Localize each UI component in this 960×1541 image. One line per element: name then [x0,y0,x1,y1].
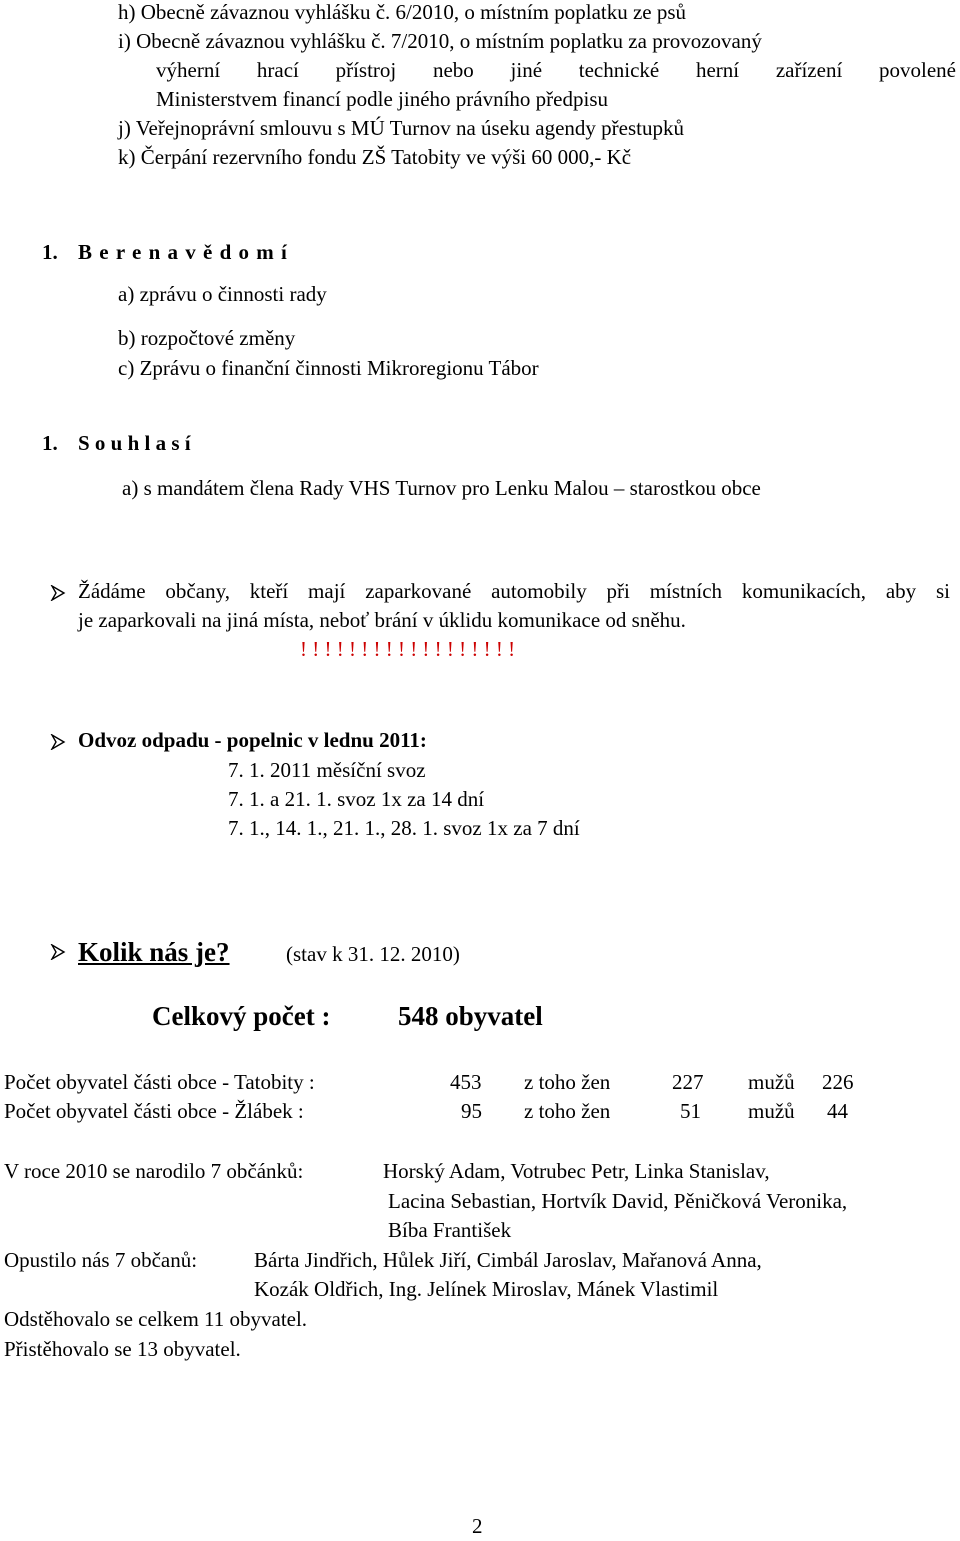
moved-out-text: Odstěhovalo se celkem 11 obyvatel. [4,1307,308,1331]
bere-item-b: b) rozpočtové změny [118,326,296,350]
arrowhead-bullet-icon [50,585,76,601]
population-row-women-label: z toho žen [524,1099,611,1123]
bere-item-c: c) Zprávu o finanční činnosti Mikroregionu Tábor [118,356,539,380]
population-row-women: 227 [672,1070,704,1094]
population-row-count: 453 [450,1070,482,1094]
died-names-line: Kozák Oldřich, Ing. Jelínek Miroslav, Mánek Vlastimil [254,1277,719,1301]
page-number: 2 [472,1514,483,1538]
born-names-line: Horský Adam, Votrubec Petr, Linka Stanislav, [383,1159,770,1183]
parking-notice-line1: Žádáme občany, kteří mají zaparkované automobily při místních komunikacích, aby si [78,579,950,603]
born-names-line: Lacina Sebastian, Hortvík David, Pěničková Veronika, [388,1189,848,1213]
item-i-line1: i) Obecně závaznou vyhlášku č. 7/2010, o místním poplatku za provozovaný [118,29,762,53]
item-k: k) Čerpání rezervního fondu ZŠ Tatobity ve výši 60 000,- Kč [118,145,632,169]
population-row-women-label: z toho žen [524,1070,611,1094]
total-value: 548 obyvatel [398,1001,543,1031]
waste-heading: Odvoz odpadu - popelnic v lednu 2011: [78,728,427,752]
total-label: Celkový počet : [152,1001,331,1031]
souhlasi-item-a: a) s mandátem člena Rady VHS Turnov pro Lenku Malou – starostkou obce [122,476,761,500]
population-row-count: 95 [461,1099,482,1123]
section-heading-bere-na-vedomi: B e r e n a v ě d o m í [78,240,287,264]
population-row-label: Počet obyvatel části obce - Žlábek : [4,1099,304,1123]
waste-line: 7. 1. a 21. 1. svoz 1x za 14 dní [228,787,485,811]
born-label: V roce 2010 se narodilo 7 občánků: [4,1159,304,1183]
waste-line: 7. 1. 2011 měsíční svoz [228,758,426,782]
born-names-line: Bíba František [388,1218,512,1242]
population-row-women: 51 [680,1099,701,1123]
population-row-men: 44 [827,1099,848,1123]
population-row-label: Počet obyvatel části obce - Tatobity : [4,1070,315,1094]
item-i-line2: výherní hrací přístroj nebo jiné technické herní zařízení povolené [156,58,956,82]
item-h: h) Obecně závaznou vyhlášku č. 6/2010, o místním poplatku ze psů [118,0,687,24]
bere-item-a: a) zprávu o činnosti rady [118,282,327,306]
parking-notice-line2: je zaparkovali na jiná místa, neboť brání v úklidu komunikace od sněhu. [78,608,686,632]
arrowhead-bullet-icon [50,944,76,960]
population-row-men: 226 [822,1070,854,1094]
population-heading: Kolik nás je? [78,937,230,967]
arrowhead-bullet-icon [50,734,76,750]
population-date-note: (stav k 31. 12. 2010) [286,942,460,966]
exclamation-marks: ! ! ! ! ! ! ! ! ! ! ! ! ! ! ! ! ! ! [300,637,516,661]
died-names-line: Bárta Jindřich, Hůlek Jiří, Cimbál Jaroslav, Mařanová Anna, [254,1248,762,1272]
waste-line: 7. 1., 14. 1., 21. 1., 28. 1. svoz 1x za 7 dní [228,816,580,840]
moved-in-text: Přistěhovalo se 13 obyvatel. [4,1337,241,1361]
population-row-men-label: mužů [748,1099,795,1123]
item-i-line3: Ministerstvem financí podle jiného právního předpisu [156,87,608,111]
section-number: 1. [42,431,58,455]
section-heading-souhlasi: S o u h l a s í [78,431,191,455]
section-number: 1. [42,240,58,264]
item-j: j) Veřejnoprávní smlouvu s MÚ Turnov na úseku agendy přestupků [118,116,684,140]
died-label: Opustilo nás 7 občanů: [4,1248,198,1272]
population-row-men-label: mužů [748,1070,795,1094]
